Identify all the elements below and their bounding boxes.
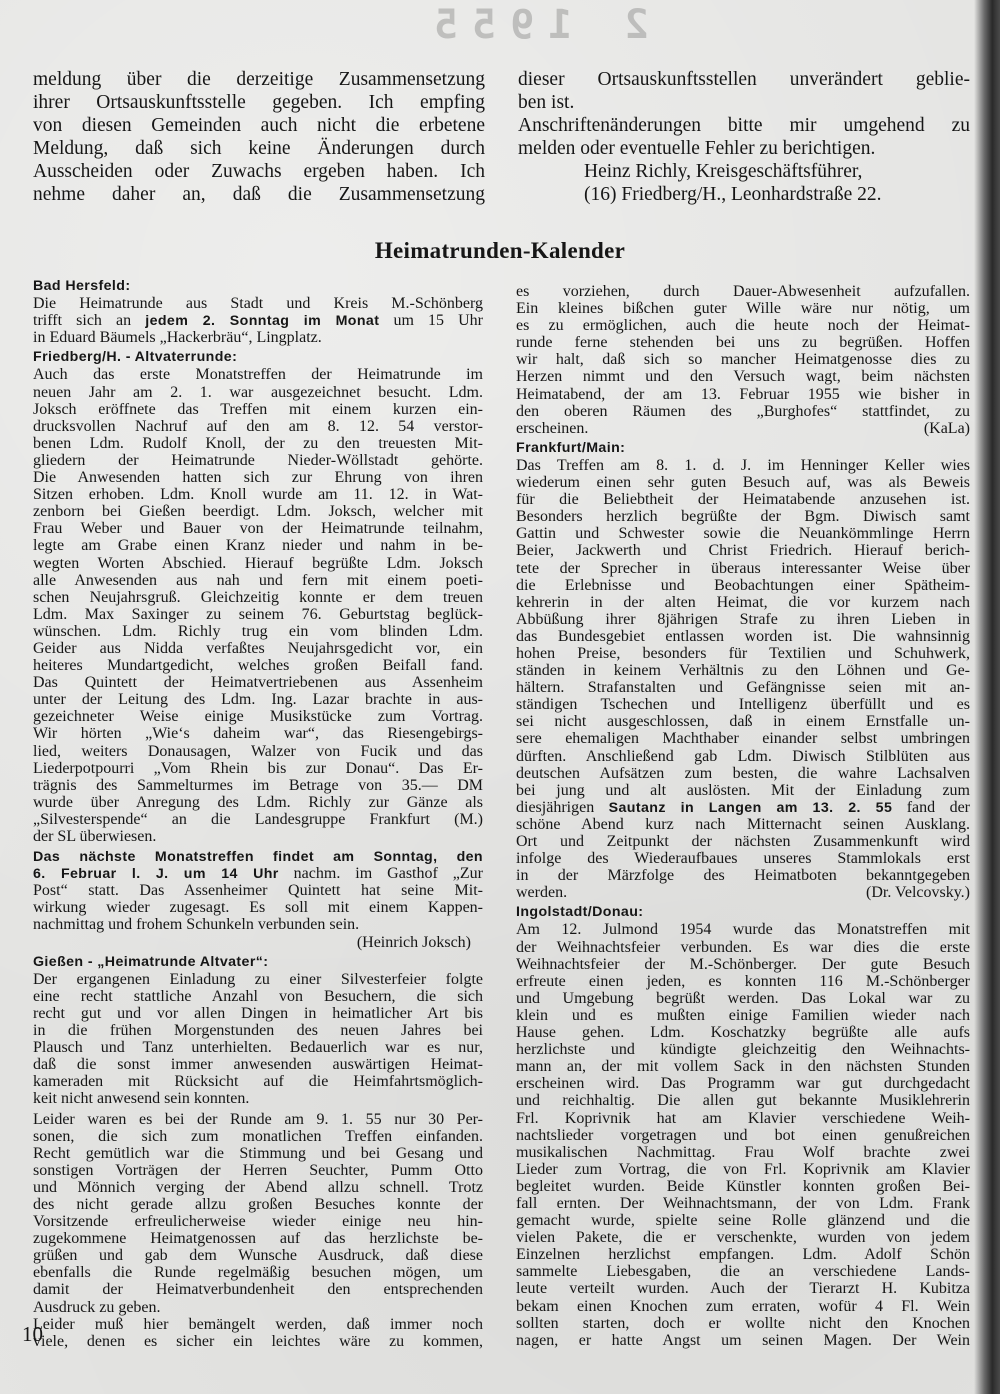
text-line	[33, 384, 483, 401]
text-line: nehme daher an, daß die Zusammensetzung	[33, 184, 485, 205]
text-line-content: das Bundesgebiet entlassen worden ist. Die wahnsinnig	[516, 627, 970, 645]
text-line	[516, 1092, 970, 1109]
text-line-content: vielen Pakete, die er verschenkte, wurden von jedem	[516, 1229, 970, 1247]
text-line-content: nachmittag und frohem Schunkeln verbunden sein.	[33, 916, 360, 934]
text-line-content: erfreute einen jeden, es konnten 116 M.-Schönberger	[516, 972, 970, 990]
text-line	[516, 420, 970, 437]
text-line: Ausscheiden oder Zuwachs ergeben haben. Ich	[33, 161, 485, 182]
text-line-content: wurde über Anregung des Ldm. Richly zur Gänze als	[33, 793, 483, 811]
text-line-content: Der ergangenen Einladung zu einer Silvesterfeier folgte	[33, 970, 483, 988]
text-line	[516, 457, 970, 474]
text-line	[33, 725, 483, 742]
text-line	[33, 1022, 483, 1039]
text-line-content: Das Quintett der Heimatvertriebenen aus Assenheim	[33, 674, 483, 692]
text-line	[516, 939, 970, 956]
text-line	[516, 1144, 970, 1161]
text-line-content: den oberen Räumen des „Burghofes“ stattfindet, zu	[516, 402, 970, 420]
text-line-content: Wir hörten „Wie‘s daheim war“, das Riesengebirgs-	[33, 725, 483, 743]
text-line	[33, 988, 483, 1005]
text-line-content: Joksch eröffnete das Treffen mit einem kurzen ein-	[33, 400, 483, 418]
paragraph	[516, 283, 970, 437]
text-segment: um 15 Uhr	[379, 312, 483, 330]
top-right-text	[518, 68, 970, 206]
text-line	[33, 555, 483, 572]
text-line-content: Herzen nimmt und den Versuch wagt, beim nächsten	[516, 368, 970, 386]
text-line-content: Plausch und Tanz unterhielten. Bedauerlich war es nur,	[33, 1039, 483, 1057]
text-line	[33, 657, 483, 674]
text-line	[516, 1298, 970, 1315]
text-line	[516, 1058, 970, 1075]
text-line	[516, 594, 970, 611]
text-line-content: daß die sonst immer anwesenden auswärtigen Heimat-	[33, 1056, 483, 1074]
text-line	[516, 1024, 970, 1041]
text-line	[516, 525, 970, 542]
text-line-content: mann an, der mit vollem Sack in den nächsten Stunden	[516, 1058, 970, 1076]
bold-emphasis: 6. Februar l. J. um 14 Uhr	[33, 866, 279, 883]
text-line-content: musikalischen Nachmittag. Frau Wolf brachte zwei	[516, 1143, 970, 1161]
text-line-content: es zu ermöglichen, auch die heute noch der Heimat-	[516, 317, 970, 335]
text-segment: fand der	[892, 798, 970, 816]
text-line-content: sere ehemaligen Machthaber einander selbst umbringen	[516, 730, 970, 748]
text-line-content: Hause gehen. Ldm. Koschatzky begrüßte alle aufs	[516, 1024, 970, 1042]
text-line-content: unter der Leitung des Ldm. Ing. Lazar brachte in aus-	[33, 691, 483, 709]
text-line-content: erscheinen wird. Das Programm war gut durchgedacht	[516, 1075, 970, 1093]
page-number: 10	[22, 1322, 43, 1346]
text-line-content: Gattin und Schwester sowie die Neuankömmlinge Herrn	[516, 525, 970, 543]
text-line	[516, 730, 970, 747]
text-line-content: es vorziehen, durch Dauer-Abwesenheit aufzufallen.	[516, 283, 970, 300]
paragraph	[33, 1316, 483, 1350]
text-line-content: Ein kleines bißchen guter Wille wäre nur nötig, um	[516, 300, 970, 318]
text-line-content: fall ernten. Der Weihnachtsmann, der von Ldm. Frank	[516, 1194, 970, 1212]
text-line-content: nachtslieder vorgetragen und bot einen genußreichen	[516, 1126, 970, 1144]
text-line	[33, 1316, 483, 1333]
text-line-content: Am 12. Julmond 1954 wurde das Monatstreffen mit	[516, 921, 970, 939]
text-line	[516, 491, 970, 508]
text-line-content: alle Anwesenden aus nah und fern mit einem poeti-	[33, 571, 483, 589]
text-line	[516, 334, 970, 351]
text-line	[33, 1196, 483, 1213]
text-line-content: die Erlebnisse und Beobachtungen einer Spätheim-	[516, 576, 970, 594]
top-left-text	[33, 68, 485, 206]
text-line	[33, 1230, 483, 1247]
text-line	[516, 1212, 970, 1229]
text-line-content: trägnis des Sammelturmes im Betrage von 35.— DM	[33, 776, 483, 794]
text-line	[516, 386, 970, 403]
text-line	[33, 691, 483, 708]
text-line	[516, 300, 970, 317]
text-line	[33, 708, 483, 725]
text-line: Anschriftenänderungen bitte mir umgehend zu	[518, 115, 970, 136]
text-line	[33, 329, 483, 346]
text-line-content: Post“ statt. Das Assenheimer Quintett hat seine Mit-	[33, 882, 483, 900]
text-line-content: zugekommene Heimatgenossen auf das herzlichste be-	[33, 1230, 483, 1248]
text-line	[516, 542, 970, 559]
text-line-content: Ldm. Max Saxinger zu seinem 76. Geburtstag beglück-	[33, 605, 483, 623]
text-line	[33, 828, 483, 845]
text-line-content: in die frühen Morgenstunden des neuen Jahres bei	[33, 1022, 483, 1040]
text-line	[33, 777, 483, 794]
text-line-content: Die Heimatrunde aus Stadt und Kreis M.-Schönberg	[33, 295, 483, 313]
bleed-through-stamp: 2 1955	[420, 2, 649, 48]
text-line-content: Ausdruck zu geben.	[33, 1298, 161, 1316]
text-line-content: hohen Preise, besonders für Textilien und Schuhwerk,	[516, 644, 970, 662]
text-line	[33, 520, 483, 537]
left-column	[33, 275, 483, 1350]
text-line-content: Ort und Zeitpunkt der nächsten Zusammenkunft wird	[516, 833, 970, 850]
text-line	[516, 1041, 970, 1058]
text-line-content: erscheinen.	[516, 419, 589, 437]
text-line	[33, 1128, 483, 1145]
text-line	[33, 1247, 483, 1264]
text-line	[33, 435, 483, 452]
text-line	[33, 1005, 483, 1022]
text-line	[33, 589, 483, 606]
text-line-content: Abbüßung ihrer 8jährigen Strafe zu ihren Lieben in	[516, 610, 970, 628]
bold-emphasis: jedem 2. Sonntag im Monat	[145, 313, 380, 330]
text-line-content: wir halt, daß sich so mancher Heimatgenosse dies zu	[516, 351, 970, 369]
text-line	[516, 283, 970, 300]
text-line-content: in der Märzfolge des Heimatboten bekanntgegeben	[516, 867, 970, 885]
text-line-content: in Eduard Bäumels „Hackerbräu“, Lingplatz.	[33, 329, 322, 347]
text-line	[516, 679, 970, 696]
bold-emphasis: Sautanz in Langen am 13. 2. 55	[608, 799, 893, 816]
text-line-content: neuen Jahr am 2. 1. war ausgezeichnet besucht. Ldm.	[33, 383, 483, 401]
text-line-content: gemacht wurde, spielte seine Rolle glänzend und die	[516, 1212, 970, 1230]
text-line	[33, 971, 483, 988]
text-line-content: recht gut und vor allen Dingen in heimatlicher Art bis	[33, 1004, 483, 1022]
text-line-content: Beier, Jackwerth und Christ Friedrich. Hierauf berich-	[516, 542, 970, 560]
text-line	[33, 865, 483, 882]
text-line	[516, 833, 970, 850]
text-line	[516, 867, 970, 884]
text-line	[516, 1315, 970, 1332]
section-heading: Friedberg/H. - Altvaterrunde:	[33, 349, 238, 366]
text-line	[516, 1161, 970, 1178]
text-line	[516, 1229, 970, 1246]
paragraph	[516, 921, 970, 1348]
text-line: von diesen Gemeinden auch nicht die erbetene	[33, 115, 485, 136]
text-line-content: der SL überwiesen.	[33, 828, 157, 845]
text-line	[33, 640, 483, 657]
text-line	[516, 645, 970, 662]
text-line	[33, 1039, 483, 1056]
author-signature: (Dr. Velcovsky.)	[866, 884, 970, 902]
section-heading: Ingolstadt/Donau:	[516, 904, 644, 921]
text-line-content: sonstigen Vorträgen der Herren Seuchter, Pumm Otto	[33, 1161, 483, 1179]
text-line-content: Die Anwesenden hatten sich zur Ehrung von ihren	[33, 469, 483, 487]
text-line	[516, 782, 970, 799]
text-line	[33, 1264, 483, 1281]
text-line-content: ebenfalls die Runde regelmäßig besuchen mögen, um	[33, 1264, 483, 1282]
text-line	[516, 973, 970, 990]
text-line-content: herzlichste und kündigte gleichzeitig den Weihnachts-	[516, 1041, 970, 1059]
text-line-content: runde ferne stehenden bei uns zu begrüßen. Hoffen	[516, 334, 970, 352]
text-line	[516, 577, 970, 594]
section-heading: Frankfurt/Main:	[516, 439, 626, 456]
text-line-content: Sitzen erhoben. Ldm. Knoll wurde am 11. 12. in Wat-	[33, 486, 483, 504]
text-line	[33, 882, 483, 899]
text-line: Heinz Richly, Kreisgeschäftsführer,	[584, 161, 863, 182]
text-line	[33, 1179, 483, 1196]
text-line	[33, 312, 483, 329]
text-line	[516, 403, 970, 420]
text-line-content: damit der Heimatverbundenheit den entsprechenden	[33, 1281, 483, 1299]
text-line-content: begleitet wurden. Beide Künstler konnten großen Bei-	[516, 1177, 970, 1195]
text-line: dieser Ortsauskunftsstellen unverändert geblie-	[518, 69, 970, 90]
text-line-content: schen Neujahrsgruß. Gleichzeitig konnte er dem treuen	[33, 588, 483, 606]
text-line-content: Geider aus Nidda verfaßtes Neujahrsgedicht vor, ein	[33, 639, 483, 657]
text-line: Meldung, daß sich keine Änderungen durch	[33, 138, 485, 159]
text-line	[516, 884, 970, 901]
text-line-content: und reichhaltig. Die allen gut bekannte Musiklehrerin	[516, 1092, 970, 1110]
section-title: Heimatrunden-Kalender	[374, 238, 626, 263]
text-line	[516, 560, 970, 577]
text-line	[516, 765, 970, 782]
text-line-content: kameraden mit Rücksicht auf die Heimfahrtsmöglich-	[33, 1073, 483, 1091]
text-line-content: „Silvesterspende“ an die Landesgruppe Frankfurt (M.)	[33, 810, 483, 828]
text-line	[516, 1195, 970, 1212]
text-line-content: Vorsitzende erfreulicherweise wieder einige neu hin-	[33, 1213, 483, 1231]
text-line-content: Leider muß hier bemängelt werden, daß immer noch	[33, 1315, 483, 1333]
bold-emphasis: Das nächste Monatstreffen findet am Sonntag, den	[33, 849, 483, 866]
text-line	[33, 760, 483, 777]
text-line-content: sonen, die sich zum monatlichen Treffen einfanden.	[33, 1127, 483, 1145]
text-line-content: und Mönnich verging der Abend allzu schnell. Trotz	[33, 1178, 483, 1196]
text-line	[33, 418, 483, 435]
text-line-content: Weihnachtsfeier der M.-Schönberger. Der gute Besuch	[516, 955, 970, 973]
text-line-content: deutschen Aufsätzen zum besten, die wahre Lachsalven	[516, 764, 970, 782]
text-line-content: drucksvollen Nachruf auf den am 8. 12. 54 verstor-	[33, 417, 483, 435]
text-line-content: Das Treffen am 8. 1. d. J. im Henninger Keller wies	[516, 456, 970, 474]
text-line	[33, 811, 483, 828]
text-segment: diesjährigen	[516, 798, 609, 816]
text-line-content: Liederpotpourri „Vom Rhein bis zur Donau“. Das Er-	[33, 759, 483, 777]
text-line-content: ständigen Tschechen und Intelligenz überfüllt und es	[516, 696, 970, 714]
text-line-content: werden.	[516, 884, 568, 902]
text-line	[33, 295, 483, 312]
paragraph	[33, 971, 483, 1108]
text-line-content: Einzelnen herzlichst empfangen. Ldm. Adolf Schön	[516, 1246, 970, 1264]
text-line	[33, 794, 483, 811]
text-line: ihrer Ortsauskunftsstelle gegeben. Ich empfing	[33, 92, 485, 113]
text-line-content: Heimatabend, der am 13. Februar 1955 wie bisher in	[516, 385, 970, 403]
scan-edge-shadow	[974, 0, 1000, 1394]
text-line-content: schöne Abend kurz nach Mitternacht seinen Ausklang.	[516, 815, 970, 833]
text-line-content: gliedern der Heimatrunde Nieder-Wöllstadt gehörte.	[33, 451, 483, 469]
text-line	[516, 1332, 970, 1349]
text-line-content: eine recht stattliche Anzahl von Besuchern, die sich	[33, 987, 483, 1005]
paragraph	[33, 295, 483, 346]
text-line	[33, 469, 483, 486]
text-line	[516, 1110, 970, 1127]
right-column	[516, 283, 970, 1349]
section-heading: Bad Hersfeld:	[33, 278, 131, 294]
text-line	[516, 474, 970, 491]
text-line-content: des nicht gerade allzu großen Besuches konnte der	[33, 1195, 483, 1213]
text-line-content: ständen in keinem Verhältnis zu den Löhnen und Ge-	[516, 662, 970, 680]
author-signature: (Heinrich Joksch)	[356, 933, 471, 951]
text-line-content: Frl. Koprivnik hat am Klavier verschiedene Weih-	[516, 1109, 970, 1127]
text-line	[516, 368, 970, 385]
text-line-content: grüßen und gab dem Wunsche Ausdruck, daß diese	[33, 1247, 483, 1265]
text-line	[516, 351, 970, 368]
text-line-content: Auch das erste Monatstreffen der Heimatrunde im	[33, 366, 483, 384]
text-line-content: sammelte Liebesgaben, die an verschiedene Lands-	[516, 1263, 970, 1281]
text-line-content: und Umgebung begrüßt werden. Das Lokal war zu	[516, 989, 970, 1007]
paragraph	[33, 848, 483, 933]
text-line	[516, 1178, 970, 1195]
text-line-content: bei jung und alt auslösten. Mit der Einladung zum	[516, 781, 970, 799]
text-line-content: nagen, er hatte Angst um seinen Magen. Der Wein	[516, 1331, 970, 1349]
text-line-content: dürften. Anschließend gab Ldm. Diwisch Stilblüten aus	[516, 747, 970, 765]
text-line	[516, 1280, 970, 1297]
text-line	[33, 401, 483, 418]
text-line	[516, 662, 970, 679]
text-line: (16) Friedberg/H., Leonhardstraße 22.	[584, 184, 882, 205]
text-line	[33, 366, 483, 383]
text-line: meldung über die derzeitige Zusammensetzung	[33, 69, 485, 90]
text-line-content: Lieder zum Vortrag, die von Frl. Koprivnik am Klavier	[516, 1160, 970, 1178]
text-line-content: Frau Weber und Bauer von der Heimatrunde teilnahm,	[33, 520, 483, 538]
text-line-content: hältern. Strafanstalten und Gefängnisse seien mit an-	[516, 679, 970, 697]
text-line-content: Leider waren es bei der Runde am 9. 1. 55 nur 30 Per-	[33, 1110, 483, 1128]
text-line	[33, 452, 483, 469]
text-line	[516, 956, 970, 973]
text-line	[33, 572, 483, 589]
text-line	[33, 1162, 483, 1179]
text-line-content: lied, weiters Donausagen, Walzer von Fucik und das	[33, 742, 483, 760]
text-line	[516, 508, 970, 525]
text-line	[516, 1246, 970, 1263]
text-line	[516, 816, 970, 833]
text-line-content: benen Ldm. Rudolf Knoll, der zu den treuesten Mit-	[33, 434, 483, 452]
text-line	[33, 1111, 483, 1128]
text-line-content: sei nicht ausgeschlossen, daß in einem Ernstfalle un-	[516, 713, 970, 731]
text-line	[516, 850, 970, 867]
text-line	[33, 486, 483, 503]
text-line	[516, 317, 970, 334]
text-line	[33, 623, 483, 640]
text-line: ben ist.	[518, 92, 575, 113]
text-line-content: heiteres Mundartgedicht, welches großen Beifall fand.	[33, 657, 483, 675]
text-line	[516, 1127, 970, 1144]
text-line	[516, 1263, 970, 1280]
section-heading: Gießen - „Heimatrunde Altvater“:	[33, 953, 269, 970]
text-line-content: wiederum einen sehr guten Besuch auf, was als Beweis	[516, 474, 970, 492]
paragraph	[516, 457, 970, 901]
text-line	[33, 1056, 483, 1073]
text-line-content: infolge des Wiederaufbaues unseres Stammlokals erst	[516, 850, 970, 868]
text-line	[33, 1213, 483, 1230]
text-line	[516, 921, 970, 938]
text-line-content: wirkung wieder zugesagt. Es soll mit einem Kappen-	[33, 899, 483, 917]
author-signature: (KaLa)	[923, 419, 970, 437]
text-line-content: kehrerin in der alten Heimat, die vor kurzem nach	[516, 593, 970, 611]
text-line	[516, 748, 970, 765]
text-line	[516, 696, 970, 713]
text-line	[516, 1007, 970, 1024]
text-line	[33, 743, 483, 760]
text-line-content: Besonders herzlich begrüßte der Bgm. Diwisch samt	[516, 508, 970, 526]
text-line	[516, 990, 970, 1007]
text-line-content: bekam einen Knochen zum erraten, wofür 4 Fl. Wein	[516, 1297, 970, 1315]
text-line	[516, 1075, 970, 1092]
text-line	[516, 611, 970, 628]
text-line	[33, 1299, 483, 1316]
text-line	[516, 713, 970, 730]
text-line	[33, 848, 483, 865]
text-line	[33, 674, 483, 691]
text-line-content: für die Beliebtheit der Heimatabende anzusehen ist.	[516, 491, 970, 509]
paragraph	[33, 366, 483, 845]
text-line	[33, 916, 483, 933]
text-line	[33, 503, 483, 520]
text-segment: trifft sich an	[33, 312, 146, 330]
text-line-content: leute verteilt wurden. Auch der Tierarzt H. Kubitza	[516, 1280, 970, 1298]
text-line-content: wegten Worten Abschied. Hierauf begrüßte Ldm. Joksch	[33, 554, 483, 572]
text-line-content: tete der Sprecher in überaus interessanter Weise über	[516, 559, 970, 577]
text-line	[33, 1145, 483, 1162]
text-line	[33, 1281, 483, 1298]
paragraph	[33, 1111, 483, 1316]
text-line	[33, 537, 483, 554]
text-line-content: zenborn bei Gießen beerdigt. Ldm. Joksch, welcher mit	[33, 503, 483, 521]
text-line	[33, 1333, 483, 1350]
text-line-content: legte am Grabe einen Kranz nieder und nahm in be-	[33, 537, 483, 555]
text-line	[516, 628, 970, 645]
text-line-content: keit nicht anwesend sein konnten.	[33, 1090, 250, 1108]
text-line: melden oder eventuelle Fehler zu berichtigen.	[518, 138, 876, 159]
text-line-content: viele, denen es sicher ein leichtes wäre zu kommen,	[33, 1332, 483, 1350]
text-line-content: sollten starten, doch er wollte nicht den Knochen	[516, 1314, 970, 1332]
text-line	[516, 799, 970, 816]
text-line-content: der Weihnachtsfeier verbunden. Es war dies die erste	[516, 938, 970, 956]
text-line-content: klein und es mußten einige Familien wieder nach	[516, 1006, 970, 1024]
text-line	[33, 606, 483, 623]
text-line-content: wünschen. Ldm. Richly trug ein vom blinden Ldm.	[33, 622, 483, 640]
text-line	[33, 899, 483, 916]
text-line-content: Recht gemütlich war die Stimmung und bei Gesang und	[33, 1144, 483, 1162]
text-line-content: gezeichneter Weise einige Musikstücke zum Vortrag.	[33, 708, 483, 726]
text-line	[33, 1073, 483, 1090]
text-segment: nachm. im Gasthof „Zur	[278, 865, 483, 883]
text-line	[33, 1090, 483, 1107]
